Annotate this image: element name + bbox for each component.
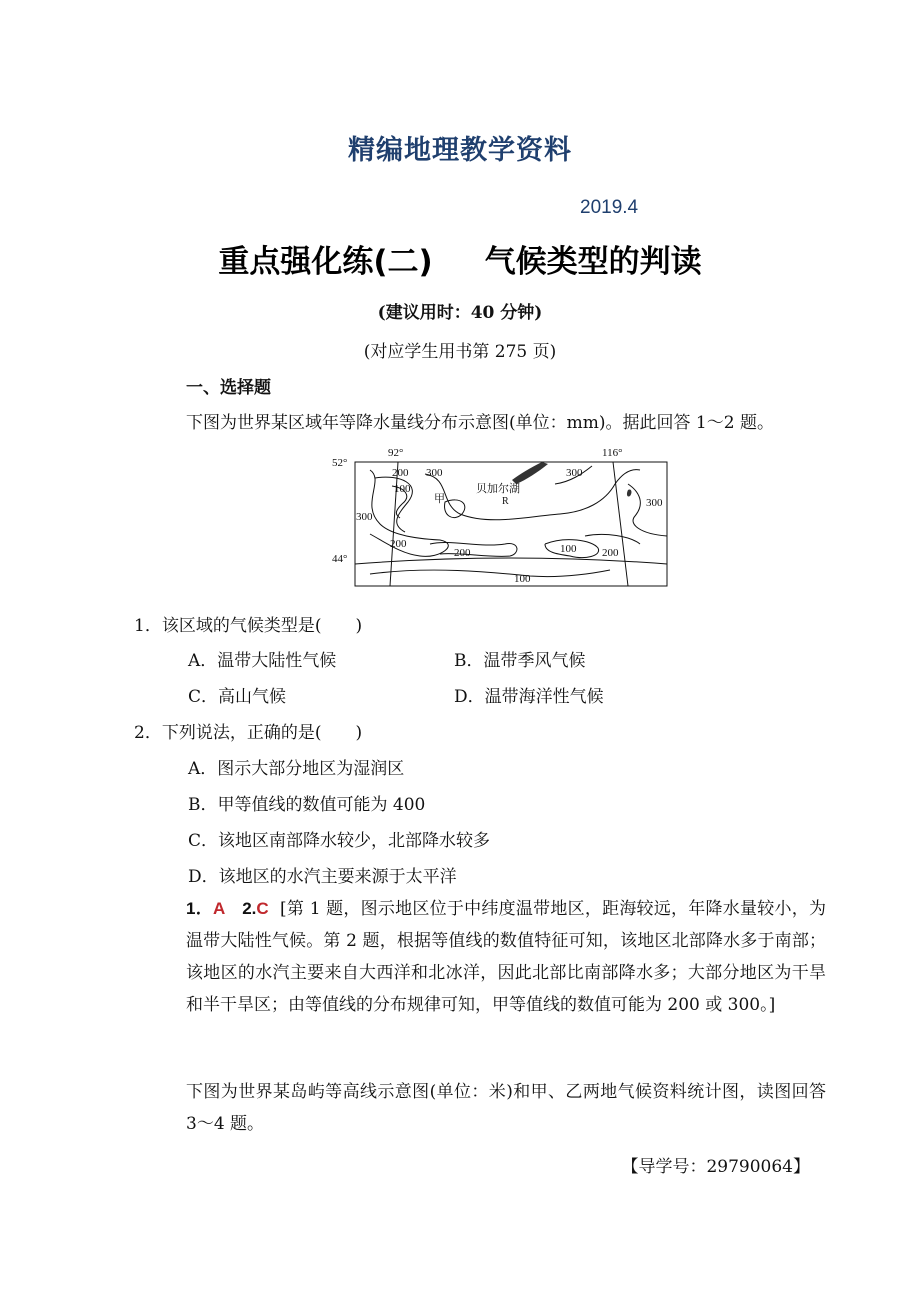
lake-label: 贝加尔湖 <box>476 483 520 495</box>
lake-baikal-shape <box>512 462 548 484</box>
isoline-label: 300 <box>646 497 663 509</box>
meridian-116 <box>613 462 628 586</box>
section-heading: 一、选择题 <box>186 378 271 398</box>
isoline-300-east <box>628 484 667 536</box>
book-reference: (对应学生用书第 275 页) <box>363 342 557 362</box>
q1-option-c: C．高山气候 <box>188 687 287 707</box>
isoline-label: 300 <box>356 511 373 523</box>
precipitation-map <box>330 444 670 592</box>
point-r-label: R <box>502 496 509 507</box>
q1-option-a: A．温带大陆性气候 <box>188 651 337 671</box>
date: 2019.4 <box>580 197 639 218</box>
answer-2: C <box>256 899 269 918</box>
isoline-200-east <box>585 534 640 544</box>
q1-option-d: D．温带海洋性气候 <box>454 687 604 707</box>
isoline-label: 100 <box>514 573 531 585</box>
lat-label-bottom: 44° <box>332 553 348 565</box>
isoline-label: 200 <box>602 547 619 559</box>
intro-text-2: 下图为世界某岛屿等高线示意图(单位：米)和甲、乙两地气候资料统计图，读图回答 3～4 题。 <box>186 1082 826 1134</box>
q2-option-c: C．该地区南部降水较少，北部降水较多 <box>188 831 491 851</box>
answer-text: [第 1 题，图示地区位于中纬度温带地区，距海较远，年降水量较小，为温带大陆性气候。第 2 题，根据等值线的数值特征可知，该地区北部降水多于南部；该地区的水汽主要来自大西洋和北冰洋，因此北部比南部降水多；大部分地区为干旱和半干旱区；由等值线的分布规律可知，甲等值线的数值可能为 200 或 300。] <box>186 899 826 1015</box>
question-2-stem: 2．下列说法，正确的是( ) <box>134 723 363 743</box>
intro-text-1: 下图为世界某区域年等降水量线分布示意图(单位：mm)。据此回答 1～2 题。 <box>186 413 774 433</box>
q2-option-a: A．图示大部分地区为湿润区 <box>188 759 405 779</box>
question-1-stem: 1．该区域的气候类型是( ) <box>134 616 363 636</box>
answer-explanation <box>186 893 826 1021</box>
guide-number: 【导学号：29790064】 <box>621 1157 810 1177</box>
isoline-label: 200 <box>390 538 407 550</box>
title-part2: 气候类型的判读 <box>484 244 702 280</box>
lon-label-right: 116° <box>602 447 623 459</box>
suggested-time: (建议用时：40 分钟) <box>377 303 543 323</box>
isoline-200-south <box>430 542 517 556</box>
title-part1: 重点强化练(二) <box>218 244 433 280</box>
main-title <box>0 236 920 281</box>
parallel-44 <box>355 558 667 564</box>
lon-label-left: 92° <box>388 447 404 459</box>
isoline-label: 200 <box>454 547 471 559</box>
isoline-label: 300 <box>566 467 583 479</box>
q1-option-b: B．温带季风气候 <box>454 651 586 671</box>
isoline-label: 100 <box>394 483 411 495</box>
lat-label-top: 52° <box>332 457 348 469</box>
q2-option-d: D．该地区的水汽主要来源于太平洋 <box>188 867 457 887</box>
header-title: 精编地理教学资料 <box>348 135 572 166</box>
isoline-300-central <box>425 470 640 520</box>
answer-1: A <box>212 899 226 918</box>
isoline-label: 100 <box>560 543 577 555</box>
jia-label: 甲 <box>434 493 445 505</box>
small-lake-shape <box>627 489 632 496</box>
answer-num-2: 2. <box>242 899 257 918</box>
isoline-label: 300 <box>426 467 443 479</box>
isoline-label: 200 <box>392 467 409 479</box>
answer-num-1: 1． <box>186 899 213 918</box>
q2-option-b: B．甲等值线的数值可能为 400 <box>188 795 426 815</box>
isoline-100-bottom <box>370 570 610 577</box>
